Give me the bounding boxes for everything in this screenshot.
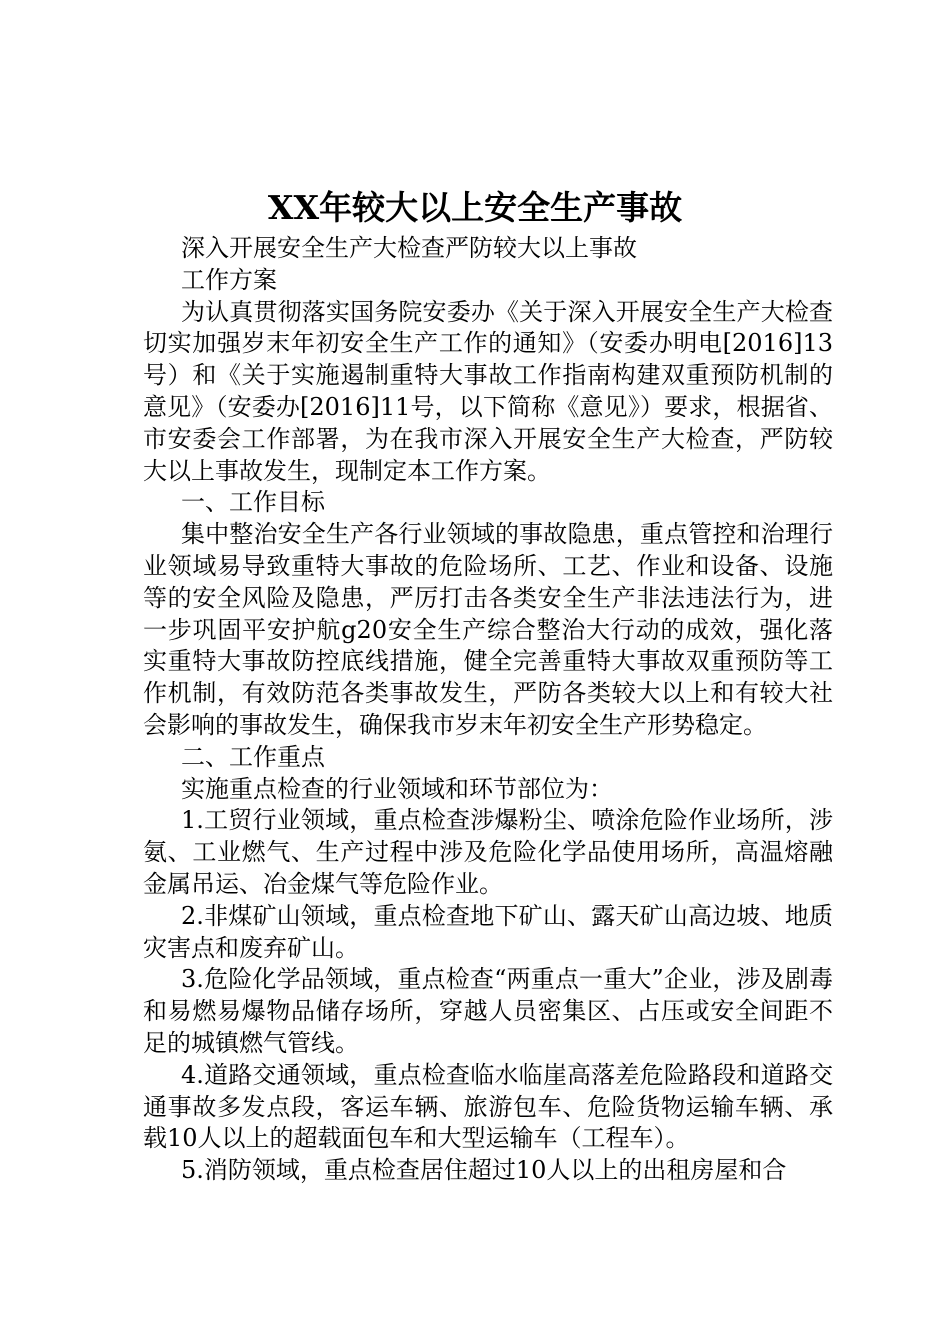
- section-heading-focus: 二、工作重点: [181, 742, 325, 771]
- list-item-traffic: 4.道路交通领域，重点检查临水临崖高落差危险路段和道路交通事故多发点段，客运车辆、旅游包车、危险货物运输车辆、承载10人以上的超载面包车和大型运输车（工程车）。: [143, 1060, 833, 1153]
- paragraph-focus-intro: 实施重点检查的行业领域和环节部位为：: [181, 774, 613, 803]
- paragraph-intro: 为认真贯彻落实国务院安委办《关于深入开展安全生产大检查切实加强岁末年初安全生产工作的通知》（安委办明电[2016]13号）和《关于实施遏制重特大事故工作指南构建双重预防机制的意见》（安委办[2016]11号，以下简称《意见》）要求，根据省、市安委会工作部署，为在我市深入开展安全生产大检查，严防较大以上事故发生，现制定本工作方案。: [143, 297, 833, 485]
- list-item-chemicals: 3.危险化学品领域，重点检查“两重点一重大”企业，涉及剧毒和易燃易爆物品储存场所，穿越人员密集区、占压或安全间距不足的城镇燃气管线。: [143, 965, 833, 1057]
- document-body: [143, 233, 833, 1187]
- paragraph-subtitle-line2: 工作方案: [181, 265, 277, 294]
- paragraph-goals: 集中整治安全生产各行业领域的事故隐患，重点管控和治理行业领域易导致重特大事故的危险场所、工艺、作业和设备、设施等的安全风险及隐患，严厉打击各类安全生产非法违法行为，进一步巩固平安护航g20安全生产综合整治大行动的成效，强化落实重特大事故防控底线措施，健全完善重特大事故双重预防等工作机制，有效防范各类事故发生，严防各类较大以上和有较大社会影响的事故发生，确保我市岁末年初安全生产形势稳定。: [143, 520, 833, 739]
- paragraph-subtitle: 深入开展安全生产大检查严防较大以上事故: [181, 234, 637, 262]
- section-heading-goals: 一、工作目标: [181, 488, 325, 517]
- list-item-industry: 1.工贸行业领域，重点检查涉爆粉尘、喷涂危险作业场所，涉氨、工业燃气、生产过程中涉及危险化学品使用场所，高温熔融金属吊运、冶金煤气等危险作业。: [143, 806, 833, 898]
- list-item-fire: 5.消防领域，重点检查居住超过10人以上的出租房屋和合: [181, 1156, 787, 1185]
- list-item-mining: 2.非煤矿山领域，重点检查地下矿山、露天矿山高边坡、地质灾害点和废弃矿山。: [143, 901, 833, 962]
- document-title: XX年较大以上安全生产事故: [267, 188, 683, 227]
